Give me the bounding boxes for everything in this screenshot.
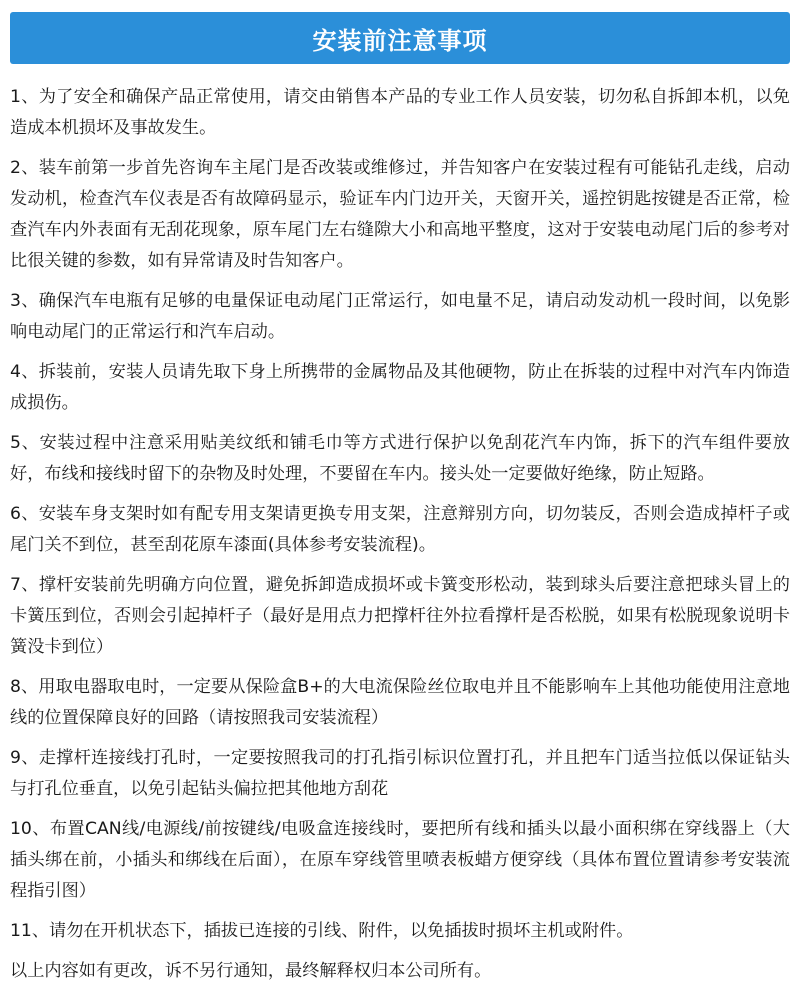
- notice-item-8: 8、用取电器取电时，一定要从保险盒B+的大电流保险丝位取电并且不能影响车上其他功能使用注意地线的位置保障良好的回路（请按照我司安装流程）: [10, 677, 790, 728]
- notice-item-4: 4、拆装前，安装人员请先取下身上所携带的金属物品及其他硬物，防止在拆装的过程中对汽车内饰造成损伤。: [10, 362, 790, 413]
- title-banner: [10, 12, 790, 64]
- notice-list: [10, 82, 790, 1004]
- notice-item-3: 3、确保汽车电瓶有足够的电量保证电动尾门正常运行，如电量不足，请启动发动机一段时间，以免影响电动尾门的正常运行和汽车启动。: [10, 291, 790, 342]
- disclaimer-note: 以上内容如有更改，诉不另行通知，最终解释权归本公司所有。: [10, 961, 492, 981]
- notice-item-7: 7、撑杆安装前先明确方向位置，避免拆卸造成损坏或卡簧变形松动，装到球头后要注意把球头冒上的卡簧压到位，否则会引起掉杆子（最好是用点力把撑杆往外拉看撑杆是否松脱，如果有松脱现象说明卡簧没卡到位）: [10, 575, 790, 657]
- notice-item-1: 1、为了安全和确保产品正常使用，请交由销售本产品的专业工作人员安装，切勿私自拆卸本机，以免造成本机损坏及事故发生。: [10, 87, 790, 138]
- page-title: 安装前注意事项: [312, 26, 488, 55]
- notice-item-10: 10、布置CAN线/电源线/前按键线/电吸盒连接线时，要把所有线和插头以最小面积绑在穿线器上（大插头绑在前，小插头和绑线在后面），在原车穿线管里喷表板蜡方便穿线（具体布置位置请参考安装流程指引图）: [10, 819, 790, 901]
- notice-item-11: 11、请勿在开机状态下，插拔已连接的引线、附件，以免插拔时损坏主机或附件。: [10, 921, 634, 941]
- notice-item-6: 6、安装车身支架时如有配专用支架请更换专用支架，注意辩别方向，切勿装反，否则会造成掉杆子或尾门关不到位，甚至刮花原车漆面(具体参考安装流程)。: [10, 504, 790, 555]
- notice-item-2: 2、装车前第一步首先咨询车主尾门是否改装或维修过，并告知客户在安装过程有可能钻孔走线，启动发动机，检查汽车仪表是否有故障码显示，验证车内门边开关，天窗开关，遥控钥匙按键是否正常，检查汽车内外表面有无刮花现象，原车尾门左右缝隙大小和高地平整度，这对于安装电动尾门后的参考对比很关键的参数，如有异常请及时告知客户。: [10, 158, 790, 271]
- notice-item-5: 5、安装过程中注意采用贴美纹纸和铺毛巾等方式进行保护以免刮花汽车内饰，拆下的汽车组件要放好，布线和接线时留下的杂物及时处理，不要留在车内。接头处一定要做好绝缘，防止短路。: [10, 433, 790, 484]
- notice-item-9: 9、走撑杆连接线打孔时，一定要按照我司的打孔指引标识位置打孔，并且把车门适当拉低以保证钻头与打孔位垂直，以免引起钻头偏拉把其他地方刮花: [10, 748, 790, 799]
